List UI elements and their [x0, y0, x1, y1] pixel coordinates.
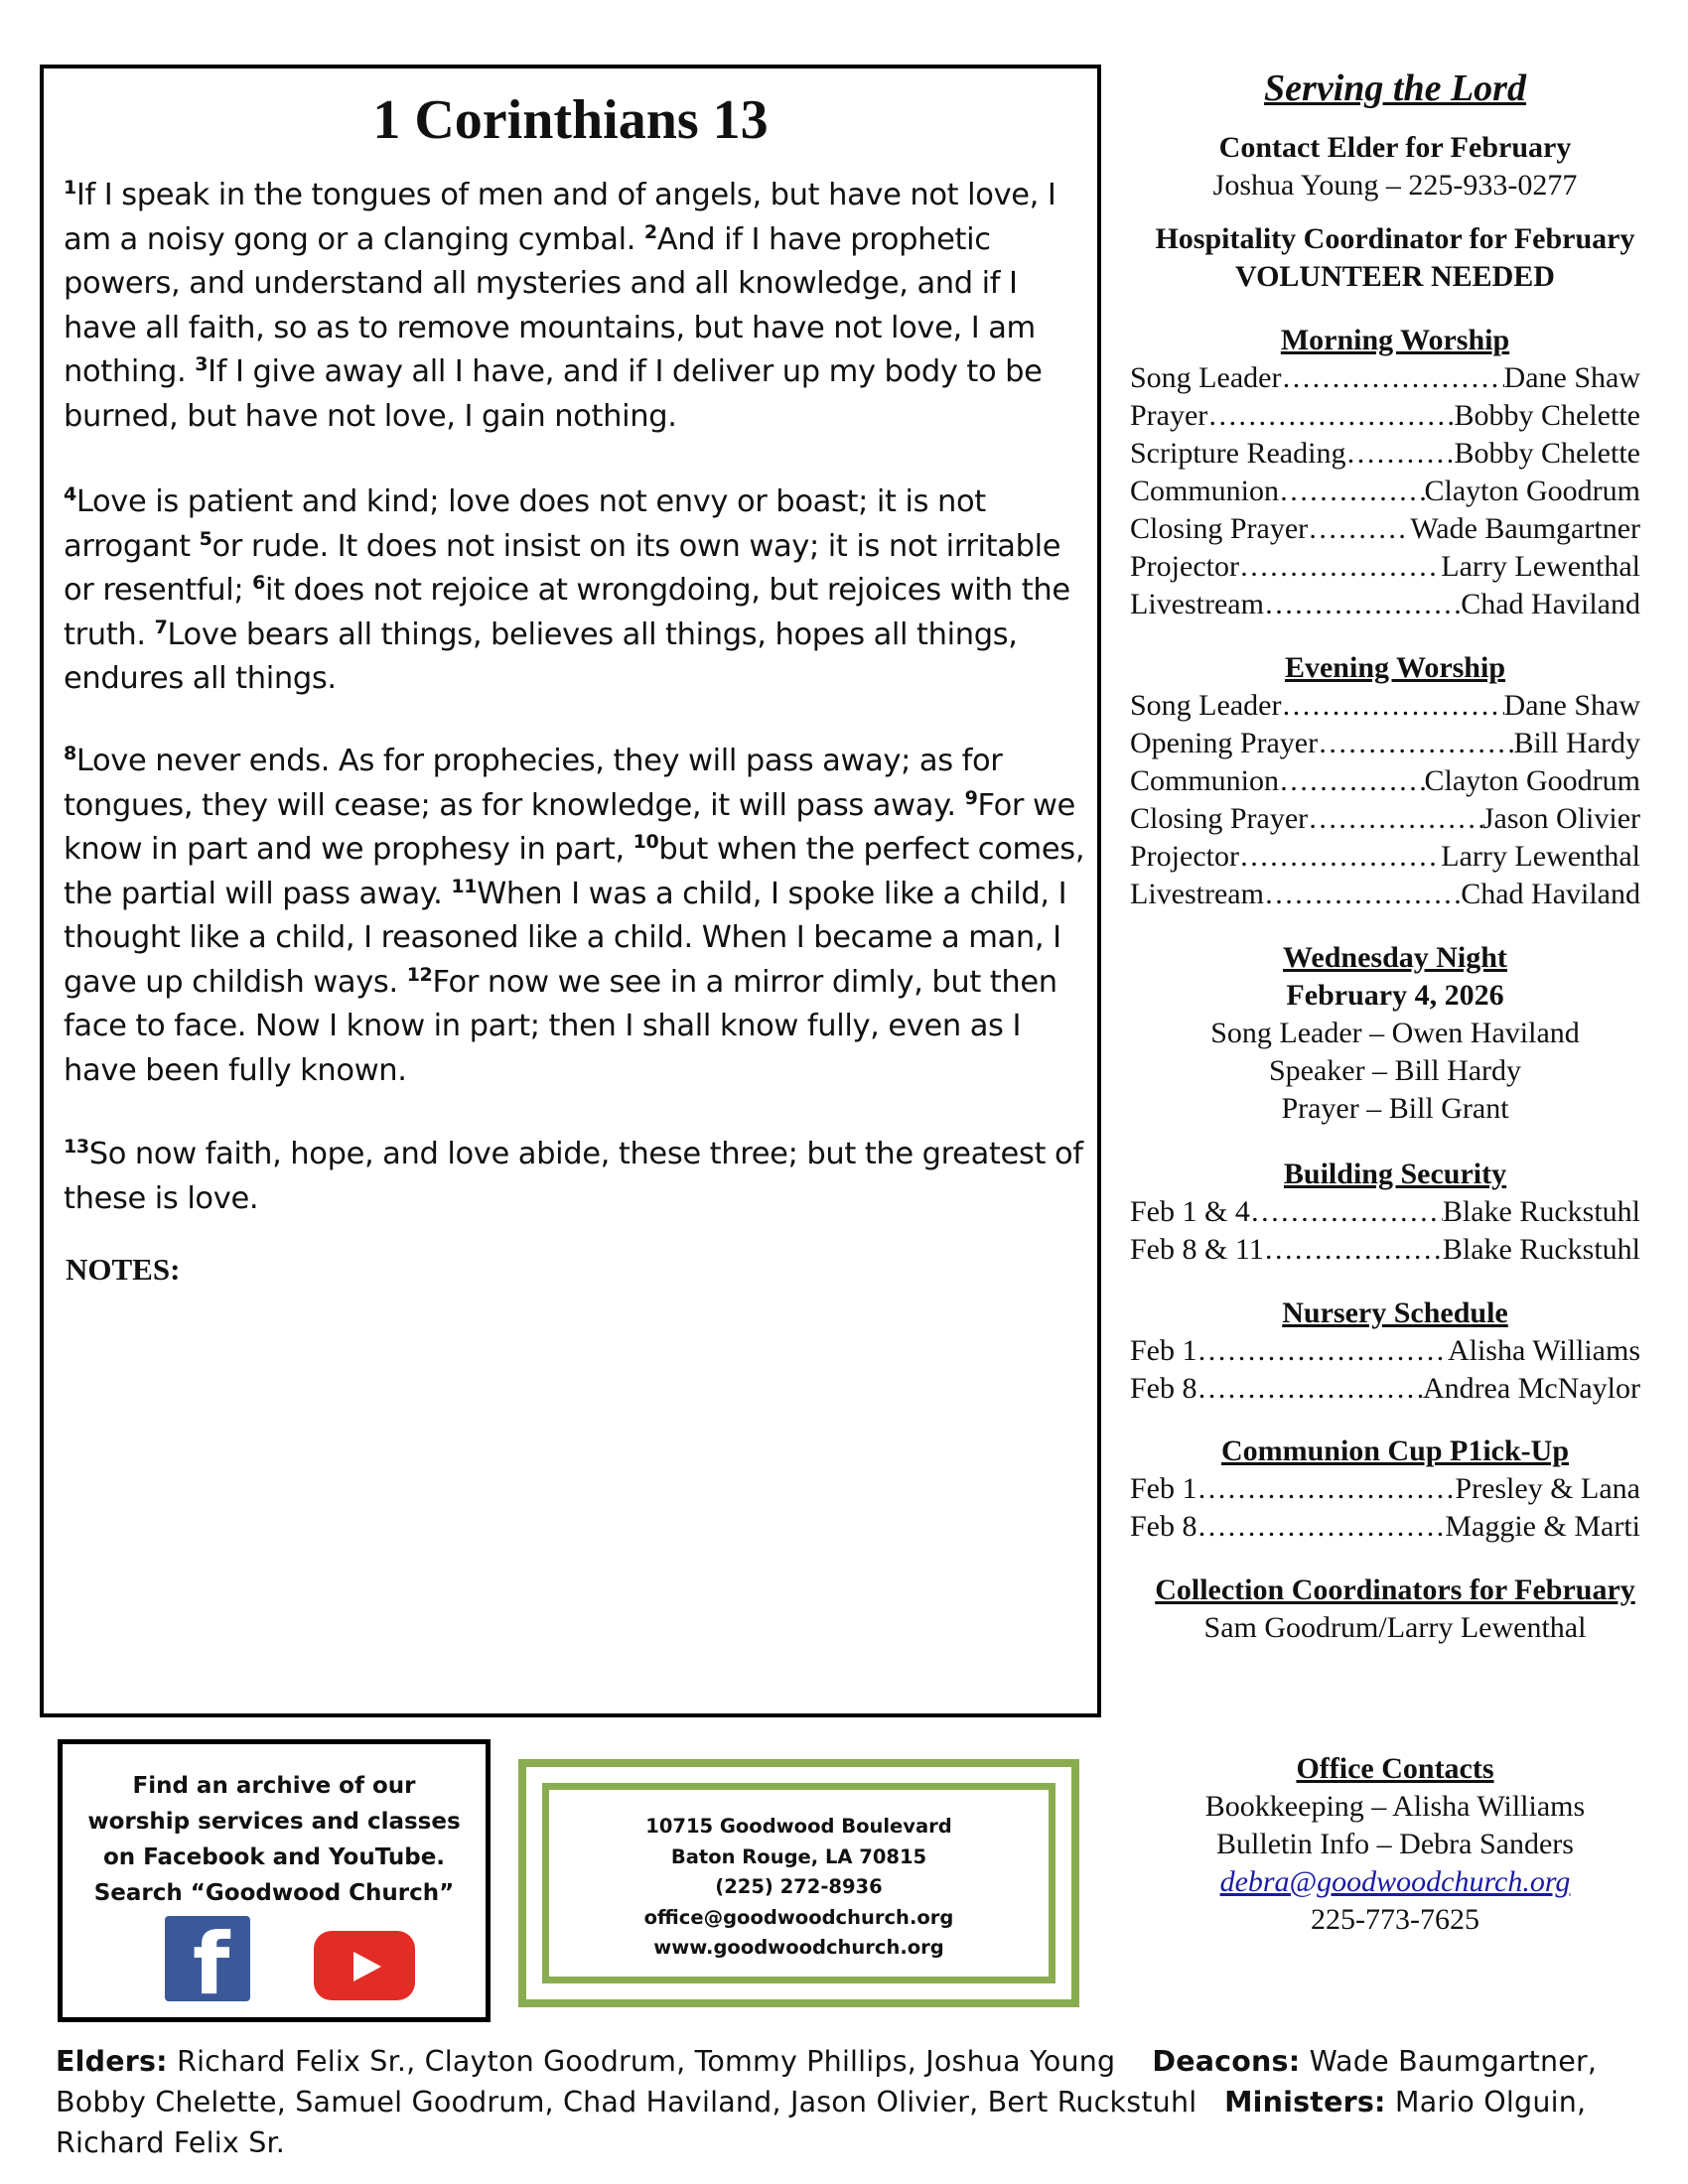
roster-row — [1130, 397, 1640, 435]
roster-row — [1130, 1231, 1640, 1269]
verse-text: Love is patient and kind; love does not envy or boast; it is not arrogant — [64, 484, 986, 564]
roster-name: Bobby Chelette — [1454, 437, 1640, 470]
building-security-heading: Building Security — [1283, 1158, 1507, 1190]
youtube-icon[interactable] — [314, 1931, 415, 2000]
roster-name: Blake Ruckstuhl — [1442, 1233, 1640, 1266]
roster-role: Song Leader — [1130, 689, 1282, 722]
hospitality-heading: Hospitality Coordinator for February — [1155, 222, 1635, 255]
notes-label: NOTES: — [66, 1252, 181, 1287]
verse-number: 5 — [199, 527, 212, 550]
roster-row — [1130, 1370, 1640, 1408]
archive-line: Search “Goodwood Church” — [93, 1880, 455, 1906]
roster-role: Feb 1 — [1130, 1334, 1197, 1367]
roster-name: Dane Shaw — [1503, 361, 1640, 394]
verse-number: 9 — [964, 786, 978, 809]
verse-number: 4 — [64, 483, 76, 505]
roster-name: Clayton Goodrum — [1424, 764, 1640, 797]
roster-role: Feb 1 — [1130, 1472, 1197, 1505]
wednesday-date: February 4, 2026 — [1286, 979, 1504, 1012]
verse-paragraph — [64, 1133, 1086, 1221]
morning-worship-heading: Morning Worship — [1280, 324, 1510, 356]
office-email-line — [1122, 1863, 1668, 1901]
roster-name: Bobby Chelette — [1454, 399, 1640, 432]
address-city: Baton Rouge, LA 70815 — [670, 1844, 927, 1868]
verse-text: Love never ends. As for prophecies, they will pass away; as for tongues, they will cease; as for knowledge, it will pass away. — [64, 744, 1003, 823]
verse-text: When I was a child, I spoke like a child, I thought like a child, I reasoned like a child. When I became a man, I gave up childish ways. — [64, 876, 1067, 1000]
ministers-label: Ministers: — [1224, 2086, 1386, 2118]
evening-worship-heading: Evening Worship — [1284, 651, 1506, 684]
verse-number: 6 — [252, 572, 265, 594]
roster-row — [1130, 1508, 1640, 1546]
verse-text: If I give away all I have, and if I deliver up my body to be burned, but have not love, I gain nothing. — [64, 354, 1043, 434]
roster-name: Andrea McNaylor — [1422, 1372, 1640, 1405]
verse-number: 2 — [643, 220, 657, 243]
roster-row — [1130, 838, 1640, 876]
roster-role: Feb 8 & 11 — [1130, 1233, 1264, 1266]
verse-paragraph — [64, 480, 1086, 702]
roster-name: Wade Baumgartner — [1410, 512, 1640, 545]
roster-name: Bill Hardy — [1513, 727, 1640, 759]
roster-role: Livestream — [1130, 588, 1264, 620]
deacons-label: Deacons: — [1152, 2045, 1301, 2078]
roster-name: Larry Lewenthal — [1441, 550, 1640, 583]
verse-text: Love bears all things, believes all things, hopes all things, endures all things. — [64, 616, 1018, 696]
roster-row — [1130, 687, 1640, 725]
verse-number: 1 — [64, 177, 76, 199]
roster-name: Maggie & Marti — [1445, 1510, 1640, 1543]
archive-line: on Facebook and YouTube. — [102, 1844, 446, 1870]
roster-role: Feb 8 — [1130, 1372, 1197, 1405]
verse-number: 8 — [64, 743, 76, 764]
morning-worship-roster — [1130, 359, 1640, 623]
nursery-schedule-roster — [1130, 1332, 1640, 1408]
verse-number: 13 — [64, 1136, 89, 1158]
roster-row — [1130, 876, 1640, 913]
roster-name: Blake Ruckstuhl — [1442, 1195, 1640, 1228]
office-contacts-heading: Office Contacts — [1296, 1752, 1494, 1785]
verse-text: or rude. It does not insist on its own way; it is not irritable or resentful; — [64, 528, 1061, 608]
communion-cup-heading: Communion Cup P1ick-Up — [1220, 1434, 1570, 1467]
roster-role: Feb 8 — [1130, 1510, 1197, 1543]
address-box — [518, 1759, 1079, 2007]
roster-role: Communion — [1130, 475, 1280, 507]
roster-name: Clayton Goodrum — [1424, 475, 1640, 507]
roster-row — [1130, 762, 1640, 800]
leaders-footer — [56, 2041, 1664, 2163]
archive-text — [63, 1768, 486, 1911]
deacons-list: Wade Baumgartner, Bobby Chelette, Samuel Goodrum, Chad Haviland, Jason Olivier, Bert Ruckstuhl — [56, 2045, 1598, 2118]
serving-title-text: Serving the Lord — [1264, 68, 1526, 109]
collection-coordinators-heading: Collection Coordinators for February — [1155, 1573, 1635, 1606]
building-security-roster — [1130, 1193, 1640, 1269]
scripture-title: 1 Corinthians 13 — [372, 89, 769, 151]
contact-elder-heading: Contact Elder for February — [1218, 131, 1572, 164]
roster-role: Communion — [1130, 764, 1280, 797]
roster-role: Livestream — [1130, 878, 1264, 910]
address-website[interactable]: www.goodwoodchurch.org — [653, 1936, 944, 1959]
collection-coordinators-value: Sam Goodrum/Larry Lewenthal — [1203, 1611, 1587, 1644]
roster-role: Closing Prayer — [1130, 512, 1309, 545]
wednesday-night-heading: Wednesday Night — [1283, 941, 1507, 974]
roster-row — [1130, 548, 1640, 586]
verse-paragraph — [64, 174, 1086, 439]
roster-row — [1130, 359, 1640, 397]
verse-text: but when the perfect comes, the partial will pass away. — [64, 832, 1085, 911]
roster-name: Dane Shaw — [1503, 689, 1640, 722]
roster-row — [1130, 800, 1640, 838]
roster-name: Chad Haviland — [1461, 588, 1640, 620]
roster-name: Jason Olivier — [1481, 802, 1640, 835]
archive-line: Find an archive of our — [132, 1773, 416, 1799]
roster-name: Chad Haviland — [1461, 878, 1640, 910]
archive-line: worship services and classes — [87, 1809, 461, 1835]
roster-row — [1130, 473, 1640, 510]
verse-number: 12 — [406, 963, 433, 986]
roster-row — [1130, 1193, 1640, 1231]
roster-name: Alisha Williams — [1447, 1334, 1640, 1367]
roster-name: Presley & Lana — [1455, 1472, 1640, 1505]
address-email[interactable]: office@goodwoodchurch.org — [643, 1905, 954, 1929]
verse-paragraph — [64, 740, 1086, 1093]
verse-text: For we know in part and we prophesy in part, — [64, 787, 1075, 867]
address-street: 10715 Goodwood Boulevard — [645, 1815, 952, 1838]
roster-row — [1130, 1470, 1640, 1508]
communion-cup-roster — [1130, 1470, 1640, 1546]
address-phone: (225) 272-8936 — [715, 1875, 883, 1898]
archive-box — [58, 1739, 491, 2022]
roster-row — [1130, 586, 1640, 623]
verse-number: 10 — [633, 831, 659, 853]
roster-row — [1130, 435, 1640, 473]
facebook-icon[interactable]: f — [165, 1916, 250, 2001]
address-inner-frame — [542, 1783, 1055, 1983]
nursery-schedule-heading: Nursery Schedule — [1282, 1297, 1508, 1329]
roster-row — [1130, 510, 1640, 548]
verse-text: And if I have prophetic powers, and understand all mysteries and all knowledge, and if I have all faith, so as to remove mountains, but have not love, I am nothing. — [64, 221, 1036, 389]
roster-role: Opening Prayer — [1130, 727, 1319, 759]
office-bulletin: Bulletin Info – Debra Sanders — [1216, 1828, 1574, 1860]
roster-name: Larry Lewenthal — [1441, 840, 1640, 873]
roster-role: Scripture Reading — [1130, 437, 1346, 470]
roster-role: Feb 1 & 4 — [1130, 1195, 1250, 1228]
hospitality-value: VOLUNTEER NEEDED — [1235, 260, 1555, 293]
verse-number: 7 — [154, 615, 168, 638]
roster-row — [1130, 725, 1640, 762]
wednesday-line: Song Leader – Owen Haviland — [1210, 1017, 1580, 1049]
elders-label: Elders: — [56, 2045, 168, 2078]
roster-role: Song Leader — [1130, 361, 1282, 394]
verse-text: So now faith, hope, and love abide, these three; but the greatest of these is love. — [64, 1137, 1083, 1216]
roster-role: Projector — [1130, 550, 1239, 583]
verse-number: 3 — [195, 353, 209, 375]
address-text — [549, 1812, 1049, 1964]
evening-worship-roster — [1130, 687, 1640, 913]
office-email-link[interactable]: debra@goodwoodchurch.org — [1219, 1865, 1571, 1898]
verse-text: For now we see in a mirror dimly, but then face to face. Now I know in part; then I shall know fully, even as I have been fully known. — [64, 964, 1057, 1088]
verse-text: it does not rejoice at wrongdoing, but rejoices with the truth. — [64, 573, 1070, 652]
elders-list: Richard Felix Sr., Clayton Goodrum, Tommy Phillips, Joshua Young — [177, 2045, 1116, 2078]
roster-role: Projector — [1130, 840, 1239, 873]
roster-role: Prayer — [1130, 399, 1208, 432]
scripture-box — [40, 65, 1101, 1717]
contact-elder-value: Joshua Young – 225-933-0277 — [1212, 169, 1578, 202]
office-bookkeeping: Bookkeeping – Alisha Williams — [1204, 1790, 1586, 1823]
roster-row — [1130, 1332, 1640, 1370]
serving-title — [1122, 69, 1668, 110]
roster-role: Closing Prayer — [1130, 802, 1309, 835]
verse-number: 11 — [451, 875, 478, 897]
wednesday-line: Prayer – Bill Grant — [1281, 1092, 1509, 1125]
office-phone: 225-773-7625 — [1311, 1903, 1479, 1936]
verse-text: If I speak in the tongues of men and of angels, but have not love, I am a noisy gong or a clanging cymbal. — [64, 178, 1056, 257]
ministers-list: Mario Olguin, Richard Felix Sr. — [56, 2086, 1587, 2159]
wednesday-line: Speaker – Bill Hardy — [1268, 1054, 1522, 1087]
